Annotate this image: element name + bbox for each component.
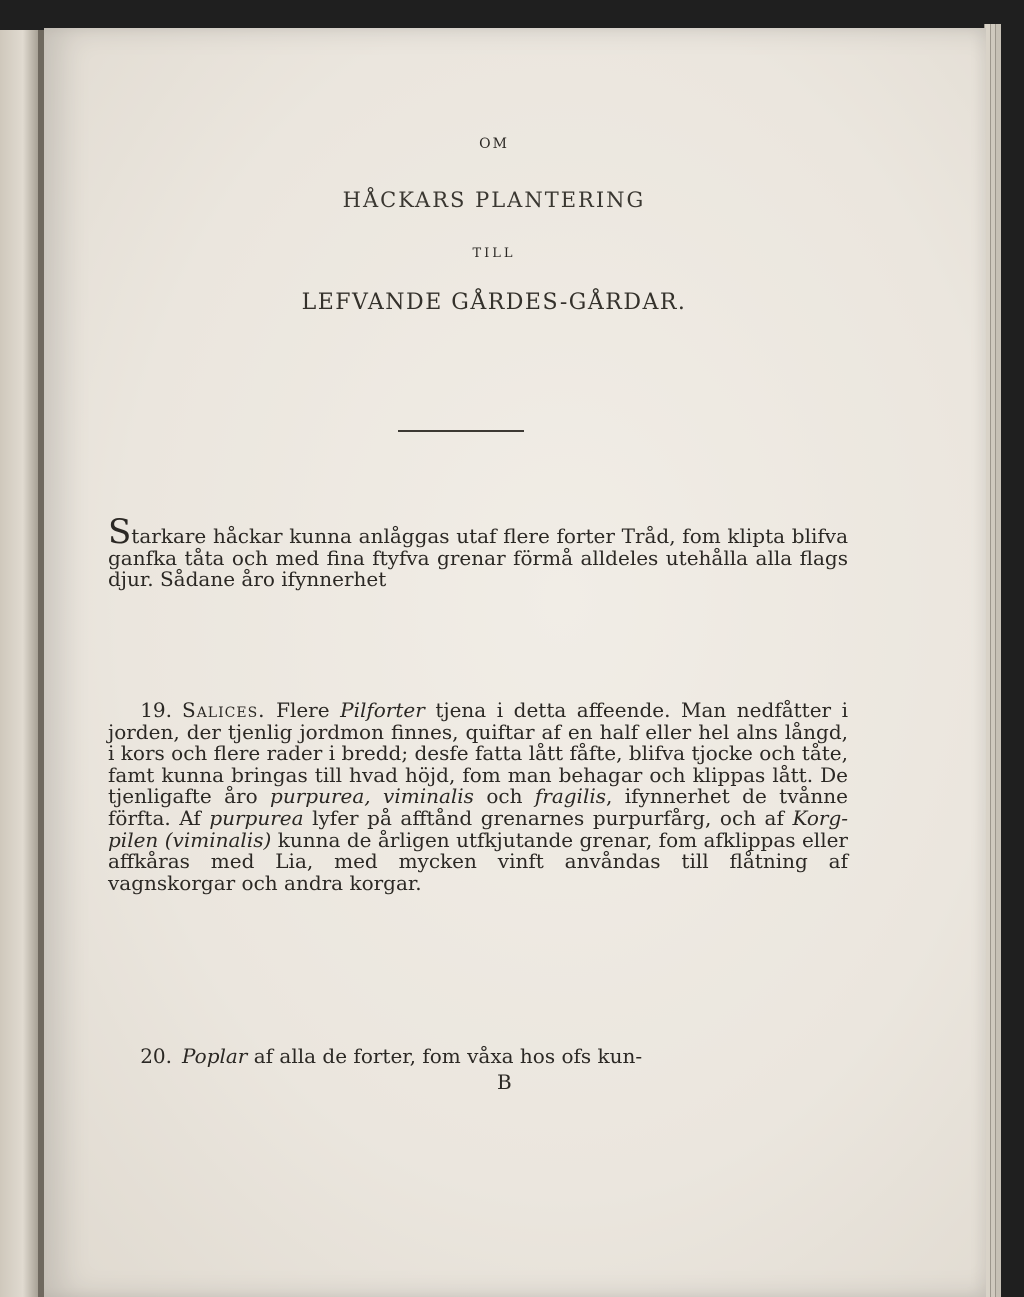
italic-term: purpurea, viminalis — [270, 784, 474, 809]
italic-term: Poplar — [182, 1044, 248, 1068]
page — [44, 28, 986, 1297]
paragraph-salices — [108, 700, 848, 894]
paragraph-text: tjena i detta affeende. Man nedfåtter i jorden, der tjenlig jordmon finnes, quiftar af en half eller hel alns långd, i kors och flere rader i bredd; desfe fatta lått fåfte, blifva tjocke och tåte, famt kunna bringas till hvad höjd, fom man behagar och klippas lått. De tjenligafte åro — [108, 698, 849, 809]
paragraph-poplar — [108, 1044, 848, 1068]
paragraph-text: och — [486, 784, 523, 809]
heading-till: TILL — [472, 246, 516, 261]
section-number: 20. — [140, 1044, 172, 1068]
heading-om: OM — [479, 136, 509, 152]
section-heading: Salices. — [182, 698, 266, 722]
italic-term: Korg-pilen (viminalis) — [108, 805, 849, 852]
signature-mark: B — [497, 1070, 512, 1094]
paragraph-text: , ifynnerhet de tvånne förfta. Af — [108, 784, 849, 830]
paragraph-intro-text: tarkare håckar kunna anlåggas utaf flere forter Tråd, fom klipta blifva ganfka tåta och med fina ftyfva grenar förmå alldeles utehålla alla flags djur. Sådane åro ifynnerhet — [108, 524, 848, 592]
italic-term: fragilis — [534, 784, 607, 809]
page-edge — [995, 24, 1001, 1297]
paragraph-intro — [108, 512, 848, 592]
heading-title: HÅCKARS PLANTERING — [342, 188, 646, 212]
left-facing-page — [0, 30, 38, 1297]
drop-cap: S — [108, 512, 132, 552]
section-number: 19. — [140, 698, 172, 722]
italic-term: purpurea — [209, 805, 304, 830]
heading-subtitle: LEFVANDE GÅRDES-GÅRDAR. — [301, 290, 687, 315]
section-rule — [398, 430, 524, 432]
italic-term: Pilforter — [340, 698, 425, 722]
paragraph-text: af alla de forter, fom våxa hos ofs kun- — [253, 1044, 643, 1068]
paragraph-text: kunna de årligen utfkjutande grenar, fom afklippas eller affkåras med Lia, med mycken vinft anvåndas till flåtning af vagnskorgar och andra korgar. — [108, 827, 848, 895]
paragraph-text: lyfer på afftånd grenarnes purpurfårg, och af — [312, 805, 784, 830]
paragraph-text: Flere — [276, 698, 330, 722]
